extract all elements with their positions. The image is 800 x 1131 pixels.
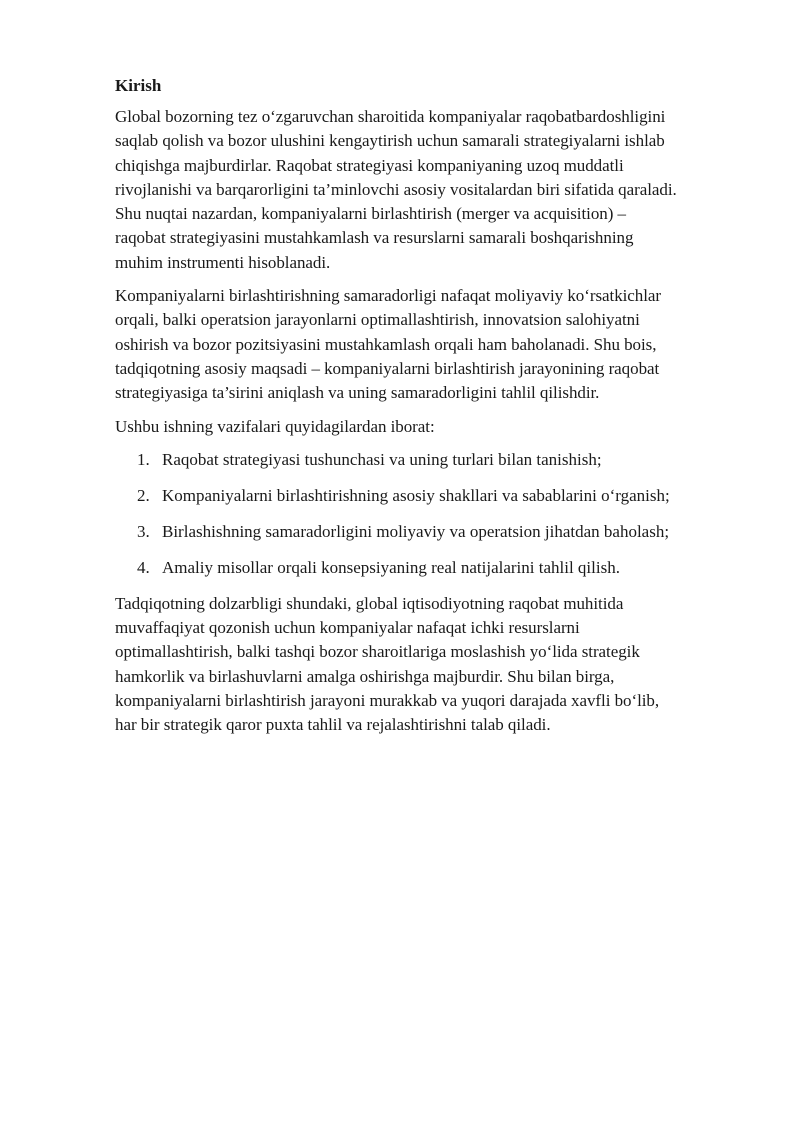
paragraph-line: rivojlanishi va barqarorligini ta’minlovchi asosiy vositalardan biri sifatida qaraladi. [115,179,677,199]
section-heading: Kirish [115,76,162,95]
paragraph-line: raqobat strategiyasini mustahkamlash va resurslarni samarali boshqarishning [115,228,634,248]
paragraph-line: muhim instrumenti hisoblanadi. [115,252,331,272]
paragraph-line: muvaffaqiyat qozonish uchun kompaniyalar nafaqat ichki resurslarni [115,618,580,638]
paragraph-line: chiqishga majburdirlar. Raqobat strategiyasi kompaniyaning uzoq muddatli [115,155,624,175]
list-item [115,484,745,508]
paragraph-line: oshirish va bozor pozitsiyasini mustahkamlash orqali ham baholanadi. Shu bois, [115,334,657,354]
paragraph-line: har bir strategik qaror puxta tahlil va rejalashtirishni talab qiladi. [115,715,551,735]
paragraph-line: optimallashtirish, balki tashqi bozor sharoitlariga moslashish yo‘lida strategik [115,642,640,662]
list-item-text: Raqobat strategiyasi tushunchasi va uning turlari bilan tanishish; [162,449,602,469]
list-item-number: 2. [137,485,150,505]
paragraph-line: strategiyasiga ta’sirini aniqlash va uning samaradorligini tahlil qilishdir. [115,383,600,403]
tasks-intro: Ushbu ishning vazifalari quyidagilardan iborat: [115,416,435,436]
paragraph-line: Shu nuqtai nazardan, kompaniyalarni birlashtirish (merger va acquisition) – [115,204,626,224]
paragraph-line: orqali, balki operatsion jarayonlarni optimallashtirish, innovatsion salohiyatni [115,310,640,330]
list-item [115,448,745,472]
list-item-number: 1. [137,449,150,469]
list-item [115,556,745,580]
paragraph-line: Tadqiqotning dolzarbligi shundaki, global iqtisodiyotning raqobat muhitida [115,593,624,613]
relevance-paragraph [115,592,745,738]
list-item-number: 4. [137,557,150,577]
list-item-text: Amaliy misollar orqali konsepsiyaning real natijalarini tahlil qilish. [162,557,620,577]
task-list [115,448,745,580]
intro-paragraph [115,105,745,275]
paragraph-line: tadqiqotning asosiy maqsadi – kompaniyalarni birlashtirish jarayonining raqobat [115,358,660,378]
document-page [115,74,745,747]
purpose-paragraph [115,284,745,405]
paragraph-line: Global bozorning tez o‘zgaruvchan sharoitida kompaniyalar raqobatbardoshligini [115,107,666,126]
list-item-text: Birlashishning samaradorligini moliyaviy va operatsion jihatdan baholash; [162,521,670,541]
list-item-text: Kompaniyalarni birlashtirishning asosiy shakllari va sabablarini o‘rganish; [162,485,670,505]
paragraph-line: kompaniyalarni birlashtirish jarayoni murakkab va yuqori darajada xavfli bo‘lib, [115,691,660,711]
paragraph-line: hamkorlik va birlashuvlarni amalga oshirishga majburdir. Shu bilan birga, [115,666,615,686]
list-item [115,520,745,544]
list-item-number: 3. [137,521,150,541]
paragraph-line: saqlab qolish va bozor ulushini kengaytirish uchun samarali strategiyalarni ishlab [115,131,665,151]
paragraph-line: Kompaniyalarni birlashtirishning samaradorligi nafaqat moliyaviy ko‘rsatkichlar [115,286,662,306]
